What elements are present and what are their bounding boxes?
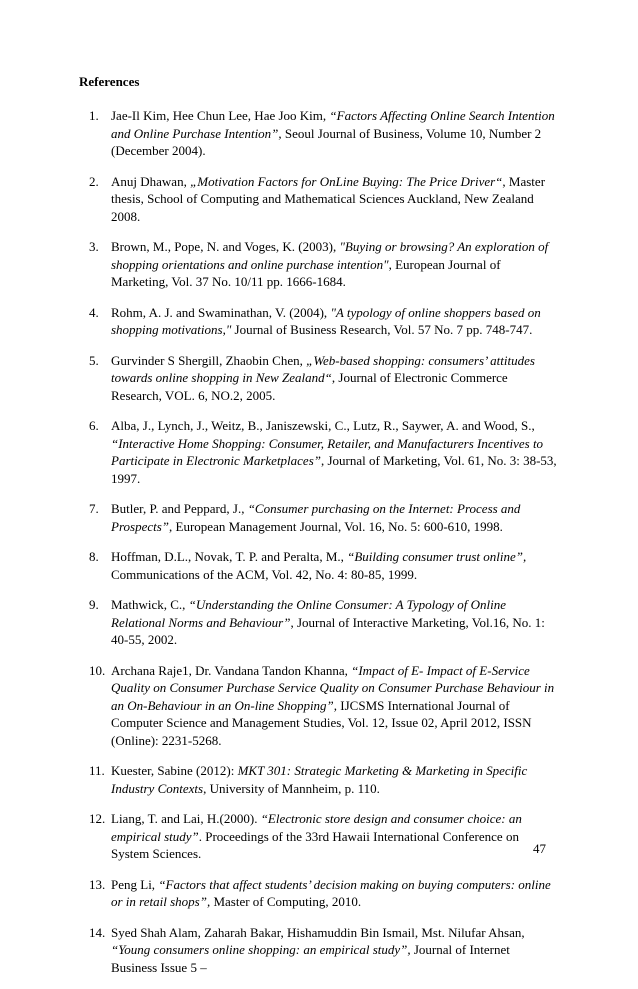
reference-item-3	[89, 238, 559, 291]
reference-text	[111, 174, 545, 224]
reference-segment: Liang, T. and Lai, H.(2000).	[111, 811, 261, 826]
reference-text	[111, 925, 525, 975]
reference-text	[111, 663, 554, 748]
reference-text	[111, 763, 527, 796]
reference-item-6	[89, 417, 559, 487]
reference-segment: Journal of Business Research, Vol. 57 No. 7 pp. 748-747.	[231, 322, 533, 337]
reference-segment: Communications of the ACM, Vol. 42, No. 4: 80-85, 1999.	[111, 566, 418, 582]
reference-text	[111, 877, 551, 910]
reference-segment: Seoul Journal of Business, Volume 10, Number 2 (December 2004).	[111, 125, 542, 158]
reference-number: 3.	[89, 239, 99, 254]
reference-item-4	[89, 304, 559, 339]
reference-segment: Kuester, Sabine (2012):	[111, 763, 238, 778]
reference-number: 9.	[89, 597, 99, 612]
reference-title: “Consumer purchasing on the Internet: Process and Prospects”	[111, 501, 521, 534]
reference-number: 7.	[89, 501, 99, 516]
reference-number: 2.	[89, 173, 99, 189]
reference-segment: Brown, M., Pope, N. and Voges, K. (2003),	[111, 239, 340, 254]
reference-segment: Butler, P. and Peppard, J.,	[111, 501, 248, 516]
reference-text	[111, 549, 526, 582]
reference-segment: Mathwick, C.,	[111, 597, 189, 612]
reference-title: “Building consumer trust online”,	[347, 549, 527, 564]
reference-segment: Rohm, A. J. and Swaminathan, V. (2004),	[111, 304, 331, 320]
reference-segment: , European Journal of Marketing, Vol. 37 No. 10/11 pp. 1666-1684.	[111, 256, 501, 289]
reference-text	[111, 418, 557, 486]
reference-title: “Interactive Home Shopping: Consumer, Retailer, and Manufacturers Incentives to Participate in Electronic Marketplaces”	[111, 435, 544, 468]
reference-title: “Factors that affect students’ decision making on buying computers: online or in retail shops”,	[111, 876, 551, 909]
page-number: 47	[533, 841, 546, 856]
reference-segment: Anuj Dhawan,	[111, 173, 191, 189]
reference-segment: Master of Computing, 2010.	[210, 894, 362, 909]
reference-item-5	[89, 352, 559, 405]
reference-segment: Syed Shah Alam, Zaharah Bakar, Hishamuddin Bin Ismail, Mst. Nilufar Ahsan,	[111, 924, 525, 940]
reference-item-1	[89, 107, 559, 160]
reference-number: 10.	[89, 662, 106, 678]
references-heading: References	[79, 74, 140, 89]
reference-text	[111, 305, 541, 338]
reference-segment: , Master thesis, School of Computing and Mathematical Sciences Auckland, New Zealand 2008.	[111, 173, 546, 224]
reference-title: "Buying or browsing? An exploration of shopping orientations and online purchase intention"	[111, 239, 549, 272]
reference-title: „Web-based shopping: consumers’ attitudes towards online shopping in New Zealand“	[111, 352, 535, 385]
reference-segment: IJCSMS International Journal of Computer Science and Management Studies, Vol. 12, Issue 02, April 2012, ISSN (Online): 2231-5268.	[111, 697, 532, 748]
reference-title: “Factors Affecting Online Search Intention and Online Purchase Intention”,	[111, 108, 555, 141]
reference-number: 4.	[89, 304, 99, 320]
reference-number: 1.	[89, 108, 99, 123]
reference-segment: , University of Mannheim, p. 110.	[203, 780, 380, 796]
reference-number: 12.	[89, 811, 106, 826]
reference-text	[111, 501, 520, 534]
reference-segment: , Journal of Electronic Commerce Research, VOL. 6, NO.2, 2005.	[111, 370, 508, 403]
reference-title: "A typology of online shoppers based on shopping motivations,"	[111, 304, 541, 337]
reference-number: 11.	[89, 763, 105, 778]
reference-item-9	[89, 596, 559, 649]
reference-item-7	[89, 500, 559, 535]
reference-list	[89, 107, 559, 989]
reference-title: “Electronic store design and consumer choice: an empirical study”	[111, 811, 522, 844]
reference-number: 6.	[89, 418, 99, 433]
reference-title: “Impact of E- Impact of E-Service Quality on Consumer Purchase Service Quality on Consumer Purchase Behaviour in an On-Behaviour in an On-line Shopping”,	[111, 662, 555, 713]
reference-title: “Young consumers online shopping: an empirical study”,	[111, 942, 411, 957]
reference-number: 13.	[89, 876, 106, 892]
reference-title: MKT 301: Strategic Marketing & Marketing in Specific Industry Contexts	[111, 763, 528, 796]
reference-segment: Peng Li,	[111, 876, 159, 892]
reference-text	[111, 239, 548, 289]
reference-title: „Motivation Factors for OnLine Buying: The Price Driver“	[190, 173, 503, 189]
reference-segment: Alba, J., Lynch, J., Weitz, B., Janiszewski, C., Lutz, R., Saywer, A. and Wood, S.,	[111, 418, 535, 433]
reference-text	[111, 811, 522, 861]
reference-number: 14.	[89, 924, 106, 940]
reference-text	[111, 597, 545, 647]
reference-text	[111, 108, 555, 158]
reference-segment: Journal of Internet Business Issue 5 –	[111, 942, 510, 975]
reference-item-10	[89, 662, 559, 750]
reference-item-13	[89, 876, 559, 911]
reference-number: 5.	[89, 352, 99, 368]
reference-item-11	[89, 762, 559, 797]
reference-segment: , Journal of Interactive Marketing, Vol.16, No. 1: 40-55, 2002.	[111, 614, 545, 647]
reference-segment: . Proceedings of the 33rd Hawaii International Conference on System Sciences.	[111, 828, 519, 861]
reference-segment: Hoffman, D.L., Novak, T. P. and Peralta, M.,	[111, 549, 348, 564]
reference-segment: Gurvinder S Shergill, Zhaobin Chen,	[111, 352, 307, 368]
reference-segment: Jae-Il Kim, Hee Chun Lee, Hae Joo Kim,	[111, 108, 330, 123]
reference-segment: , European Management Journal, Vol. 16, No. 5: 600-610, 1998.	[169, 518, 503, 534]
reference-item-14	[89, 924, 559, 977]
reference-item-12	[89, 810, 559, 863]
reference-segment: , Journal of Marketing, Vol. 61, No. 3: 38-53, 1997.	[111, 453, 557, 486]
reference-text	[111, 353, 535, 403]
reference-title: “Understanding the Online Consumer: A Typology of Online Relational Norms and Behaviour”	[111, 597, 507, 630]
reference-number: 8.	[89, 549, 99, 564]
reference-item-8	[89, 548, 559, 583]
reference-item-2	[89, 173, 559, 226]
reference-segment: Archana Raje1, Dr. Vandana Tandon Khanna,	[111, 662, 352, 678]
